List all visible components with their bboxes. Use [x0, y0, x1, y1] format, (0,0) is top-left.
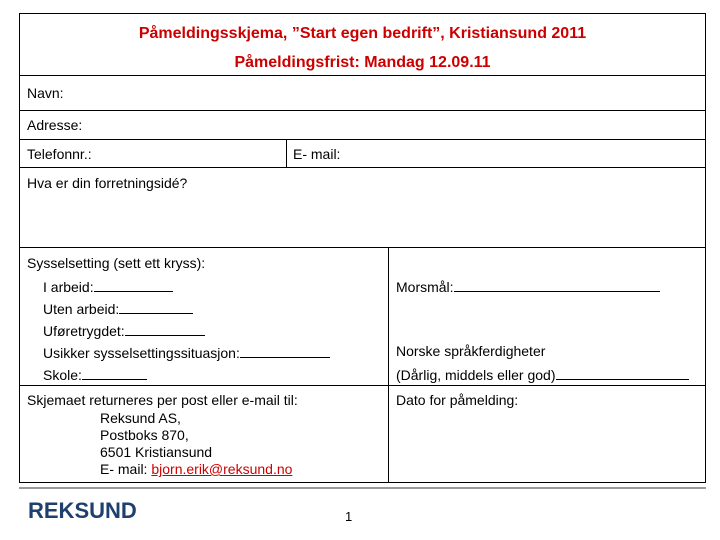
field-label: (Dårlig, middels eller god): [396, 367, 556, 383]
divider: [20, 110, 705, 111]
divider: [20, 247, 705, 248]
employment-option-employed[interactable]: [43, 277, 173, 295]
checkbox-blank[interactable]: [125, 321, 205, 336]
employment-option-unemployed[interactable]: [43, 299, 193, 317]
email-link[interactable]: bjorn.erik@reksund.no: [151, 461, 293, 477]
po-box: Postboks 870,: [100, 427, 189, 443]
text-blank[interactable]: [556, 365, 689, 380]
divider: [286, 139, 287, 167]
option-label: Uføretrygdet:: [43, 323, 125, 339]
name-field[interactable]: Navn:: [27, 85, 64, 101]
checkbox-blank[interactable]: [94, 277, 173, 292]
employment-option-disability[interactable]: [43, 321, 205, 339]
field-label: Morsmål:: [396, 279, 454, 295]
company-name: Reksund AS,: [100, 410, 181, 426]
option-label: Skole:: [43, 367, 82, 383]
divider: [20, 75, 705, 76]
city: 6501 Kristiansund: [100, 444, 213, 460]
divider: [388, 247, 389, 483]
employment-option-school[interactable]: [43, 365, 147, 383]
page-number: 1: [345, 509, 353, 524]
option-label: Uten arbeid:: [43, 301, 120, 317]
return-instructions: Skjemaet returneres per post eller e-mail til:: [27, 392, 298, 408]
language-skills-heading: Norske språkferdigheter: [396, 343, 546, 359]
option-label: I arbeid:: [43, 279, 94, 295]
registration-deadline: Påmeldingsfrist: Mandag 12.09.11: [234, 54, 491, 71]
divider: [20, 139, 705, 140]
email-line: [100, 461, 292, 478]
mother-tongue-field[interactable]: [396, 277, 660, 295]
registration-form: [19, 13, 706, 483]
option-label: Usikker sysselsettingssituasjon:: [43, 345, 240, 361]
logo-text: REKSUND: [28, 498, 137, 523]
employment-option-uncertain[interactable]: [43, 343, 330, 361]
divider: [20, 167, 705, 168]
email-field[interactable]: E- mail:: [293, 146, 341, 162]
email-label: E- mail:: [100, 461, 152, 477]
reksund-logo: [28, 494, 140, 524]
footer-rule: [19, 487, 706, 489]
form-title: Påmeldingsskjema, ”Start egen bedrift”, Kristiansund 2011: [138, 25, 587, 42]
employment-heading: Sysselsetting (sett ett kryss):: [27, 255, 206, 271]
checkbox-blank[interactable]: [119, 299, 193, 314]
return-address: [100, 410, 292, 478]
language-skills-field[interactable]: [396, 365, 689, 383]
registration-date-field[interactable]: Dato for påmelding:: [396, 392, 519, 408]
text-blank[interactable]: [454, 277, 660, 292]
divider: [20, 385, 705, 386]
phone-field[interactable]: Telefonnr.:: [27, 146, 92, 162]
address-field[interactable]: Adresse:: [27, 117, 83, 133]
checkbox-blank[interactable]: [82, 365, 147, 380]
checkbox-blank[interactable]: [240, 343, 330, 358]
business-idea-field[interactable]: Hva er din forretningsidé?: [27, 175, 188, 191]
